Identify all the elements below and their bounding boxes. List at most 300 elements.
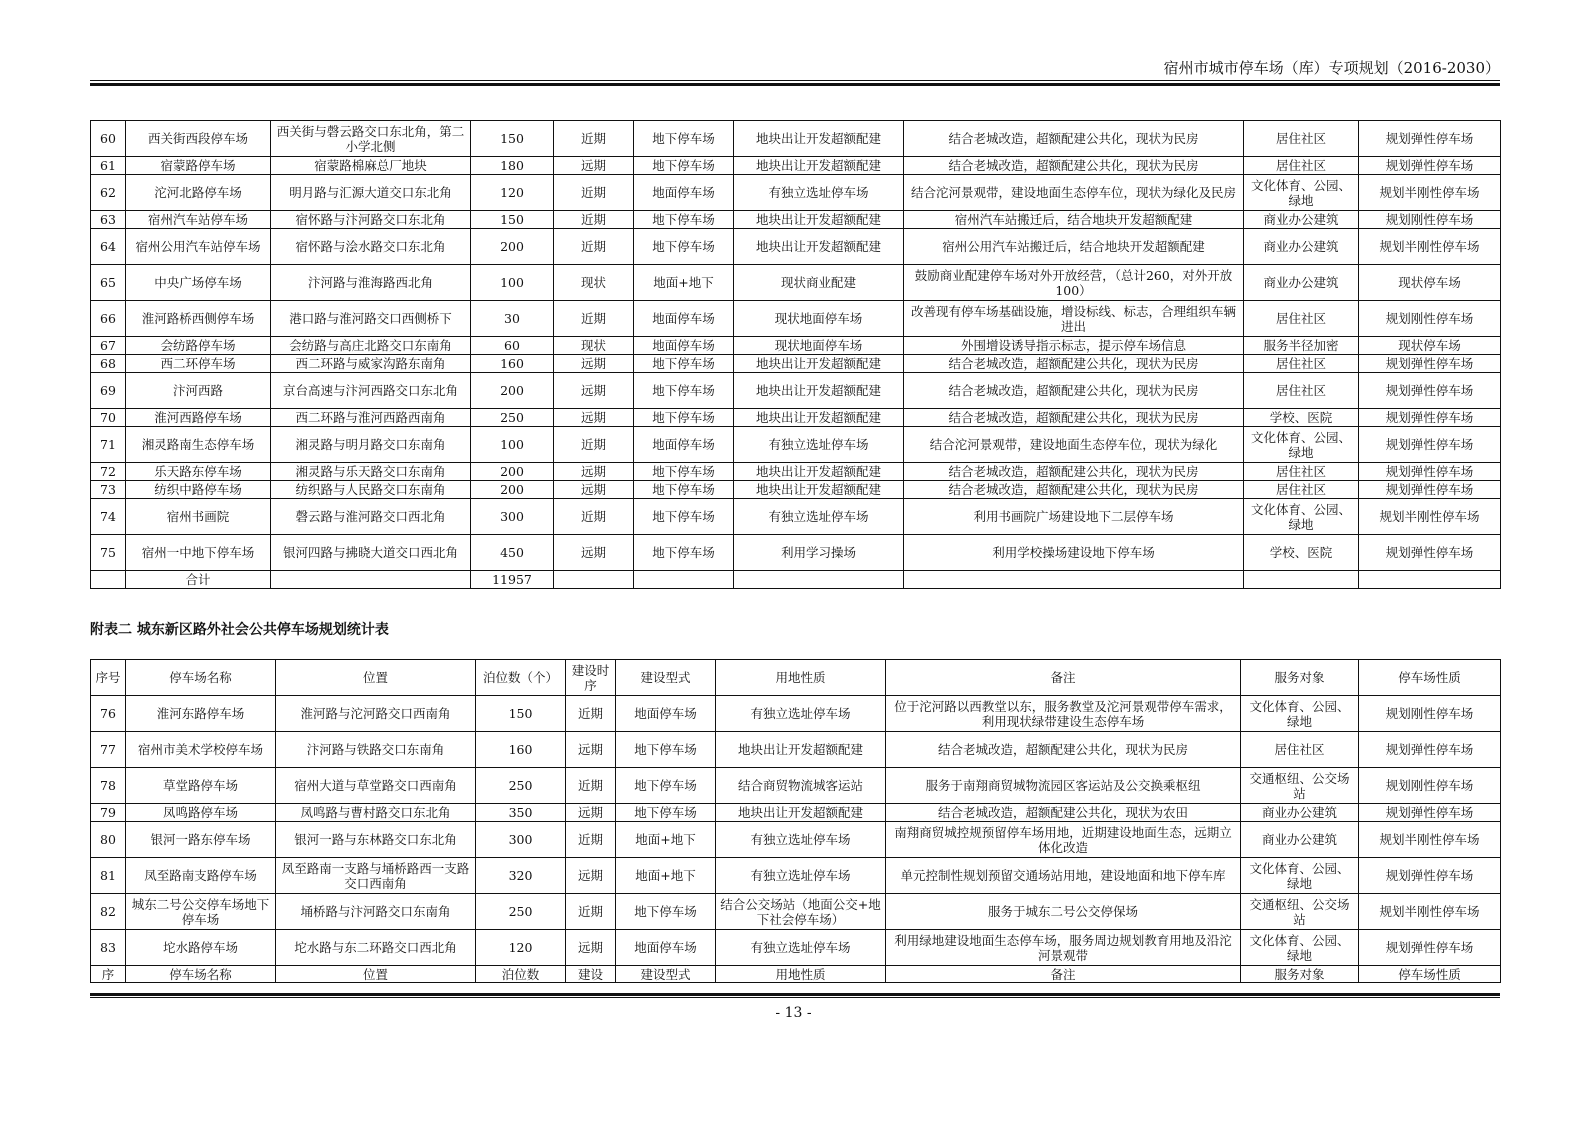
cell-type: 规划弹性停车场 xyxy=(1359,427,1501,463)
cell-land: 现状地面停车场 xyxy=(734,337,904,355)
cell-empty xyxy=(1244,571,1359,589)
cell-no: 71 xyxy=(91,427,126,463)
cell-note: 结合沱河景观带，建设地面生态停车位，现状为绿化 xyxy=(904,427,1244,463)
cell-term: 近期 xyxy=(554,211,634,229)
cell-target: 文化体育、公园、绿地 xyxy=(1241,930,1359,966)
cell-target: 商业办公建筑 xyxy=(1241,804,1359,822)
cell-note: 结合老城改造，超额配建公共化，现状为民房 xyxy=(904,373,1244,409)
cell-no: 64 xyxy=(91,229,126,265)
cell-form: 地下停车场 xyxy=(634,211,734,229)
cell-land: 有独立选址停车场 xyxy=(734,427,904,463)
cell-target: 文化体育、公园、绿地 xyxy=(1241,696,1359,732)
cell-land: 结合商贸物流城客运站 xyxy=(716,768,886,804)
header-note: 备注 xyxy=(886,660,1241,696)
cell-term: 近期 xyxy=(554,301,634,337)
cell-no: 70 xyxy=(91,409,126,427)
cell-target: 文化体育、公园、绿地 xyxy=(1244,175,1359,211)
cell-term: 远期 xyxy=(566,804,616,822)
cell-form: 地下停车场 xyxy=(634,373,734,409)
cell-name: 淮河路桥西侧停车场 xyxy=(126,301,271,337)
table-row xyxy=(91,175,1501,211)
cell-form: 地下停车场 xyxy=(634,355,734,373)
cell-spaces: 150 xyxy=(471,211,554,229)
east-district-parking-table xyxy=(90,659,1501,983)
table-row xyxy=(91,463,1501,481)
footer-no: 序 xyxy=(91,966,126,983)
table-row xyxy=(91,265,1501,301)
cell-note: 鼓励商业配建停车场对外开放经营，（总计260，对外开放100） xyxy=(904,265,1244,301)
footer-land: 用地性质 xyxy=(716,966,886,983)
cell-term: 远期 xyxy=(554,373,634,409)
cell-form: 地下停车场 xyxy=(634,229,734,265)
cell-target: 交通枢纽、公交场站 xyxy=(1241,894,1359,930)
table-row xyxy=(91,894,1501,930)
cell-target: 居住社区 xyxy=(1244,301,1359,337)
cell-target: 商业办公建筑 xyxy=(1244,265,1359,301)
cell-land: 有独立选址停车场 xyxy=(734,175,904,211)
cell-form: 地下停车场 xyxy=(616,768,716,804)
header-rule-thin xyxy=(90,80,1500,81)
cell-spaces: 150 xyxy=(471,121,554,157)
cell-land: 地块出让开发超额配建 xyxy=(734,211,904,229)
footer-location: 位置 xyxy=(276,966,476,983)
cell-name: 宿州市美术学校停车场 xyxy=(126,732,276,768)
cell-form: 地面停车场 xyxy=(634,301,734,337)
cell-loc: 湘灵路与明月路交口东南角 xyxy=(271,427,471,463)
cell-form: 地面+地下 xyxy=(616,858,716,894)
cell-form: 地面+地下 xyxy=(634,265,734,301)
cell-name: 湘灵路南生态停车场 xyxy=(126,427,271,463)
cell-term: 远期 xyxy=(566,732,616,768)
cell-target: 居住社区 xyxy=(1244,157,1359,175)
cell-target: 商业办公建筑 xyxy=(1244,211,1359,229)
header-rule-thick xyxy=(90,83,1500,86)
cell-name: 淮河东路停车场 xyxy=(126,696,276,732)
table-row xyxy=(91,427,1501,463)
cell-type: 规划刚性停车场 xyxy=(1359,301,1501,337)
cell-note: 利用绿地建设地面生态停车场，服务周边规划教育用地及沿沱河景观带 xyxy=(886,930,1241,966)
cell-spaces: 150 xyxy=(476,696,566,732)
cell-note: 结合老城改造，超额配建公共化，现状为民房 xyxy=(904,463,1244,481)
page-number: - 13 - xyxy=(775,1005,812,1021)
cell-term: 近期 xyxy=(566,822,616,858)
cell-term: 近期 xyxy=(566,768,616,804)
cell-loc: 京台高速与汴河西路交口东北角 xyxy=(271,373,471,409)
table-header-row xyxy=(91,660,1501,696)
footer-type: 停车场性质 xyxy=(1359,966,1501,983)
cell-target: 商业办公建筑 xyxy=(1244,229,1359,265)
cell-spaces: 250 xyxy=(476,894,566,930)
cell-type: 现状停车场 xyxy=(1359,265,1501,301)
cell-loc: 西关街与磬云路交口东北角，第二小学北侧 xyxy=(271,121,471,157)
cell-spaces: 120 xyxy=(471,175,554,211)
cell-spaces: 350 xyxy=(476,804,566,822)
cell-form: 地下停车场 xyxy=(634,409,734,427)
cell-form: 地下停车场 xyxy=(634,535,734,571)
cell-note: 南翔商贸城控规预留停车场用地，近期建设地面生态，远期立体化改造 xyxy=(886,822,1241,858)
cell-type: 规划弹性停车场 xyxy=(1359,481,1501,499)
cell-type: 规划弹性停车场 xyxy=(1359,930,1501,966)
table-row xyxy=(91,301,1501,337)
cell-land: 结合公交场站（地面公交+地下社会停车场） xyxy=(716,894,886,930)
header-term: 建设时序 xyxy=(566,660,616,696)
cell-spaces: 250 xyxy=(476,768,566,804)
cell-name: 西关街西段停车场 xyxy=(126,121,271,157)
cell-no: 80 xyxy=(91,822,126,858)
cell-name: 凤至路南支路停车场 xyxy=(126,858,276,894)
table-row xyxy=(91,822,1501,858)
table-row xyxy=(91,211,1501,229)
cell-term: 近期 xyxy=(554,175,634,211)
cell-form: 地下停车场 xyxy=(616,894,716,930)
cell-note: 服务于城东二号公交停保场 xyxy=(886,894,1241,930)
header-target: 服务对象 xyxy=(1241,660,1359,696)
cell-loc: 凤鸣路与曹村路交口东北角 xyxy=(276,804,476,822)
cell-note: 利用学校操场建设地下停车场 xyxy=(904,535,1244,571)
cell-note: 结合老城改造，超额配建公共化，现状为民房 xyxy=(904,121,1244,157)
cell-target: 文化体育、公园、绿地 xyxy=(1244,427,1359,463)
cell-name: 西二环停车场 xyxy=(126,355,271,373)
cell-form: 地下停车场 xyxy=(616,732,716,768)
cell-land: 有独立选址停车场 xyxy=(734,499,904,535)
cell-name: 宿州书画院 xyxy=(126,499,271,535)
cell-spaces: 100 xyxy=(471,265,554,301)
footer-note: 备注 xyxy=(886,966,1241,983)
table-footer-row xyxy=(91,966,1501,983)
cell-type: 规划刚性停车场 xyxy=(1359,696,1501,732)
cell-form: 地面停车场 xyxy=(634,175,734,211)
cell-spaces: 200 xyxy=(471,463,554,481)
cell-form: 地下停车场 xyxy=(634,463,734,481)
cell-no: 69 xyxy=(91,373,126,409)
cell-type: 现状停车场 xyxy=(1359,337,1501,355)
table-row xyxy=(91,157,1501,175)
cell-spaces: 200 xyxy=(471,481,554,499)
cell-form: 地面停车场 xyxy=(634,427,734,463)
cell-target: 居住社区 xyxy=(1244,121,1359,157)
cell-land: 现状商业配建 xyxy=(734,265,904,301)
cell-name: 城东二号公交停车场地下停车场 xyxy=(126,894,276,930)
east-table-body xyxy=(91,696,1501,966)
cell-loc: 湘灵路与乐天路交口东南角 xyxy=(271,463,471,481)
cell-land: 地块出让开发超额配建 xyxy=(734,463,904,481)
cell-no: 62 xyxy=(91,175,126,211)
cell-loc: 宿蒙路棉麻总厂地块 xyxy=(271,157,471,175)
cell-type: 规划弹性停车场 xyxy=(1359,858,1501,894)
cell-land: 地块出让开发超额配建 xyxy=(734,481,904,499)
cell-type: 规划刚性停车场 xyxy=(1359,211,1501,229)
cell-name: 坨水路停车场 xyxy=(126,930,276,966)
table-row xyxy=(91,121,1501,157)
table-row xyxy=(91,858,1501,894)
cell-name: 乐天路东停车场 xyxy=(126,463,271,481)
cell-no: 60 xyxy=(91,121,126,157)
cell-term: 近期 xyxy=(566,696,616,732)
cell-loc: 会纺路与高庄北路交口东南角 xyxy=(271,337,471,355)
table-row xyxy=(91,337,1501,355)
cell-name: 会纺路停车场 xyxy=(126,337,271,355)
cell-note: 外围增设诱导指示标志，提示停车场信息 xyxy=(904,337,1244,355)
cell-type: 规划半刚性停车场 xyxy=(1359,499,1501,535)
cell-note: 服务于南翔商贸城物流园区客运站及公交换乘枢纽 xyxy=(886,768,1241,804)
cell-type: 规划半刚性停车场 xyxy=(1359,822,1501,858)
cell-loc: 宿怀路与浍水路交口东北角 xyxy=(271,229,471,265)
parking-table-body xyxy=(91,121,1501,589)
cell-type: 规划半刚性停车场 xyxy=(1359,175,1501,211)
cell-note: 宿州公用汽车站搬迁后，结合地块开发超额配建 xyxy=(904,229,1244,265)
cell-no: 78 xyxy=(91,768,126,804)
table-row xyxy=(91,229,1501,265)
cell-form: 地下停车场 xyxy=(634,121,734,157)
cell-land: 地块出让开发超额配建 xyxy=(734,373,904,409)
header-no: 序号 xyxy=(91,660,126,696)
cell-no: 67 xyxy=(91,337,126,355)
cell-name: 宿州公用汽车站停车场 xyxy=(126,229,271,265)
cell-land: 地块出让开发超额配建 xyxy=(734,121,904,157)
cell-type: 规划半刚性停车场 xyxy=(1359,229,1501,265)
total-row xyxy=(91,571,1501,589)
table-row xyxy=(91,732,1501,768)
cell-spaces: 320 xyxy=(476,858,566,894)
cell-term: 远期 xyxy=(554,409,634,427)
cell-land: 有独立选址停车场 xyxy=(716,696,886,732)
cell-form: 地下停车场 xyxy=(634,481,734,499)
cell-loc: 坨水路与东二环路交口西北角 xyxy=(276,930,476,966)
cell-type: 规划弹性停车场 xyxy=(1359,409,1501,427)
cell-target: 居住社区 xyxy=(1244,481,1359,499)
table-row xyxy=(91,481,1501,499)
cell-note: 结合老城改造，超额配建公共化，现状为农田 xyxy=(886,804,1241,822)
cell-no: 83 xyxy=(91,930,126,966)
cell-note: 利用书画院广场建设地下二层停车场 xyxy=(904,499,1244,535)
cell-name: 宿蒙路停车场 xyxy=(126,157,271,175)
cell-no: 75 xyxy=(91,535,126,571)
cell-type: 规划弹性停车场 xyxy=(1359,157,1501,175)
cell-no: 77 xyxy=(91,732,126,768)
cell-loc: 银河一路与东林路交口东北角 xyxy=(276,822,476,858)
cell-land: 有独立选址停车场 xyxy=(716,930,886,966)
cell-empty xyxy=(554,571,634,589)
cell-target: 交通枢纽、公交场站 xyxy=(1241,768,1359,804)
cell-term: 近期 xyxy=(554,229,634,265)
footer-name: 停车场名称 xyxy=(126,966,276,983)
cell-empty xyxy=(91,571,126,589)
cell-target: 服务半径加密 xyxy=(1244,337,1359,355)
cell-no: 82 xyxy=(91,894,126,930)
cell-term: 远期 xyxy=(554,355,634,373)
cell-loc: 汴河路与铁路交口东南角 xyxy=(276,732,476,768)
table-caption: 附表二 城东新区路外社会公共停车场规划统计表 xyxy=(90,622,389,638)
table-row xyxy=(91,930,1501,966)
table-row xyxy=(91,768,1501,804)
cell-form: 地下停车场 xyxy=(616,804,716,822)
cell-loc: 纺织路与人民路交口东南角 xyxy=(271,481,471,499)
cell-loc: 宿州大道与草堂路交口西南角 xyxy=(276,768,476,804)
cell-no: 61 xyxy=(91,157,126,175)
cell-land: 地块出让开发超额配建 xyxy=(734,157,904,175)
cell-land: 利用学习操场 xyxy=(734,535,904,571)
cell-name: 宿州汽车站停车场 xyxy=(126,211,271,229)
cell-spaces: 160 xyxy=(471,355,554,373)
cell-form: 地面+地下 xyxy=(616,822,716,858)
table-row xyxy=(91,409,1501,427)
table-row xyxy=(91,355,1501,373)
cell-target: 文化体育、公园、绿地 xyxy=(1244,499,1359,535)
page-header-title: 宿州市城市停车场（库）专项规划（2016-2030） xyxy=(1163,59,1500,77)
footer-rule-thin xyxy=(90,997,1500,998)
cell-spaces: 300 xyxy=(476,822,566,858)
footer-rule-thick xyxy=(90,993,1500,996)
footer-form: 建设型式 xyxy=(616,966,716,983)
total-value: 11957 xyxy=(471,571,554,589)
cell-loc: 磬云路与淮河路交口西北角 xyxy=(271,499,471,535)
cell-no: 63 xyxy=(91,211,126,229)
cell-term: 近期 xyxy=(554,427,634,463)
table-row xyxy=(91,535,1501,571)
cell-land: 地块出让开发超额配建 xyxy=(734,229,904,265)
cell-empty xyxy=(1359,571,1501,589)
cell-loc: 明月路与汇源大道交口东北角 xyxy=(271,175,471,211)
header-location: 位置 xyxy=(276,660,476,696)
cell-land: 有独立选址停车场 xyxy=(716,858,886,894)
cell-empty xyxy=(271,571,471,589)
cell-name: 凤鸣路停车场 xyxy=(126,804,276,822)
cell-land: 地块出让开发超额配建 xyxy=(716,804,886,822)
cell-name: 中央广场停车场 xyxy=(126,265,271,301)
cell-no: 74 xyxy=(91,499,126,535)
cell-type: 规划弹性停车场 xyxy=(1359,732,1501,768)
cell-type: 规划弹性停车场 xyxy=(1359,121,1501,157)
header-type: 停车场性质 xyxy=(1359,660,1501,696)
cell-target: 学校、医院 xyxy=(1244,535,1359,571)
header-form: 建设型式 xyxy=(616,660,716,696)
cell-note: 结合老城改造，超额配建公共化，现状为民房 xyxy=(904,355,1244,373)
table-row xyxy=(91,696,1501,732)
cell-no: 66 xyxy=(91,301,126,337)
cell-form: 地面停车场 xyxy=(634,337,734,355)
cell-note: 改善现有停车场基础设施，增设标线、标志，合理组织车辆进出 xyxy=(904,301,1244,337)
cell-spaces: 250 xyxy=(471,409,554,427)
cell-loc: 港口路与淮河路交口西侧桥下 xyxy=(271,301,471,337)
cell-empty xyxy=(734,571,904,589)
cell-term: 远期 xyxy=(566,930,616,966)
cell-target: 文化体育、公园、绿地 xyxy=(1241,858,1359,894)
cell-land: 现状地面停车场 xyxy=(734,301,904,337)
cell-spaces: 300 xyxy=(471,499,554,535)
cell-land: 地块出让开发超额配建 xyxy=(716,732,886,768)
total-label: 合计 xyxy=(126,571,271,589)
cell-spaces: 30 xyxy=(471,301,554,337)
cell-no: 65 xyxy=(91,265,126,301)
cell-target: 居住社区 xyxy=(1244,355,1359,373)
footer-term: 建设 xyxy=(566,966,616,983)
cell-loc: 银河四路与拂晓大道交口西北角 xyxy=(271,535,471,571)
cell-no: 81 xyxy=(91,858,126,894)
cell-no: 68 xyxy=(91,355,126,373)
cell-name: 汴河西路 xyxy=(126,373,271,409)
cell-term: 远期 xyxy=(566,858,616,894)
cell-term: 远期 xyxy=(554,481,634,499)
cell-term: 远期 xyxy=(554,535,634,571)
header-spaces: 泊位数（个） xyxy=(476,660,566,696)
cell-term: 现状 xyxy=(554,337,634,355)
cell-type: 规划弹性停车场 xyxy=(1359,804,1501,822)
table-row xyxy=(91,499,1501,535)
cell-name: 银河一路东停车场 xyxy=(126,822,276,858)
cell-note: 结合老城改造，超额配建公共化，现状为民房 xyxy=(904,157,1244,175)
cell-loc: 西二环路与威家沟路东南角 xyxy=(271,355,471,373)
cell-note: 结合老城改造，超额配建公共化，现状为民房 xyxy=(904,409,1244,427)
cell-note: 位于沱河路以西教堂以东，服务教堂及沱河景观带停车需求，利用现状绿带建设生态停车场 xyxy=(886,696,1241,732)
cell-loc: 凤至路南一支路与埇桥路西一支路交口西南角 xyxy=(276,858,476,894)
cell-term: 远期 xyxy=(554,463,634,481)
cell-term: 近期 xyxy=(566,894,616,930)
footer-target: 服务对象 xyxy=(1241,966,1359,983)
cell-target: 居住社区 xyxy=(1244,373,1359,409)
cell-no: 76 xyxy=(91,696,126,732)
header-name: 停车场名称 xyxy=(126,660,276,696)
cell-target: 居住社区 xyxy=(1241,732,1359,768)
table-row xyxy=(91,804,1501,822)
cell-name: 淮河西路停车场 xyxy=(126,409,271,427)
cell-land: 地块出让开发超额配建 xyxy=(734,409,904,427)
cell-note: 结合沱河景观带，建设地面生态停车位，现状为绿化及民房 xyxy=(904,175,1244,211)
cell-term: 近期 xyxy=(554,499,634,535)
cell-form: 地下停车场 xyxy=(634,499,734,535)
cell-term: 现状 xyxy=(554,265,634,301)
cell-loc: 西二环路与淮河西路西南角 xyxy=(271,409,471,427)
cell-empty xyxy=(634,571,734,589)
cell-no: 73 xyxy=(91,481,126,499)
cell-loc: 宿怀路与汴河路交口东北角 xyxy=(271,211,471,229)
cell-note: 结合老城改造，超额配建公共化，现状为民房 xyxy=(886,732,1241,768)
cell-loc: 淮河路与沱河路交口西南角 xyxy=(276,696,476,732)
cell-term: 远期 xyxy=(554,157,634,175)
cell-spaces: 200 xyxy=(471,229,554,265)
cell-type: 规划弹性停车场 xyxy=(1359,535,1501,571)
cell-target: 商业办公建筑 xyxy=(1241,822,1359,858)
cell-name: 沱河北路停车场 xyxy=(126,175,271,211)
cell-name: 宿州一中地下停车场 xyxy=(126,535,271,571)
cell-type: 规划弹性停车场 xyxy=(1359,355,1501,373)
cell-type: 规划半刚性停车场 xyxy=(1359,894,1501,930)
cell-target: 居住社区 xyxy=(1244,463,1359,481)
cell-spaces: 60 xyxy=(471,337,554,355)
cell-spaces: 200 xyxy=(471,373,554,409)
cell-type: 规划刚性停车场 xyxy=(1359,768,1501,804)
footer-spaces: 泊位数 xyxy=(476,966,566,983)
cell-spaces: 120 xyxy=(476,930,566,966)
cell-type: 规划弹性停车场 xyxy=(1359,463,1501,481)
cell-note: 结合老城改造，超额配建公共化，现状为民房 xyxy=(904,481,1244,499)
cell-land: 有独立选址停车场 xyxy=(716,822,886,858)
cell-note: 宿州汽车站搬迁后，结合地块开发超额配建 xyxy=(904,211,1244,229)
cell-name: 草堂路停车场 xyxy=(126,768,276,804)
cell-term: 近期 xyxy=(554,121,634,157)
cell-spaces: 100 xyxy=(471,427,554,463)
cell-land: 地块出让开发超额配建 xyxy=(734,355,904,373)
header-land: 用地性质 xyxy=(716,660,886,696)
cell-form: 地面停车场 xyxy=(616,696,716,732)
cell-type: 规划弹性停车场 xyxy=(1359,373,1501,409)
cell-loc: 汴河路与淮海路西北角 xyxy=(271,265,471,301)
cell-target: 学校、医院 xyxy=(1244,409,1359,427)
cell-name: 纺织中路停车场 xyxy=(126,481,271,499)
cell-spaces: 450 xyxy=(471,535,554,571)
parking-table-continued xyxy=(90,120,1501,589)
cell-no: 72 xyxy=(91,463,126,481)
cell-note: 单元控制性规划预留交通场站用地，建设地面和地下停车库 xyxy=(886,858,1241,894)
